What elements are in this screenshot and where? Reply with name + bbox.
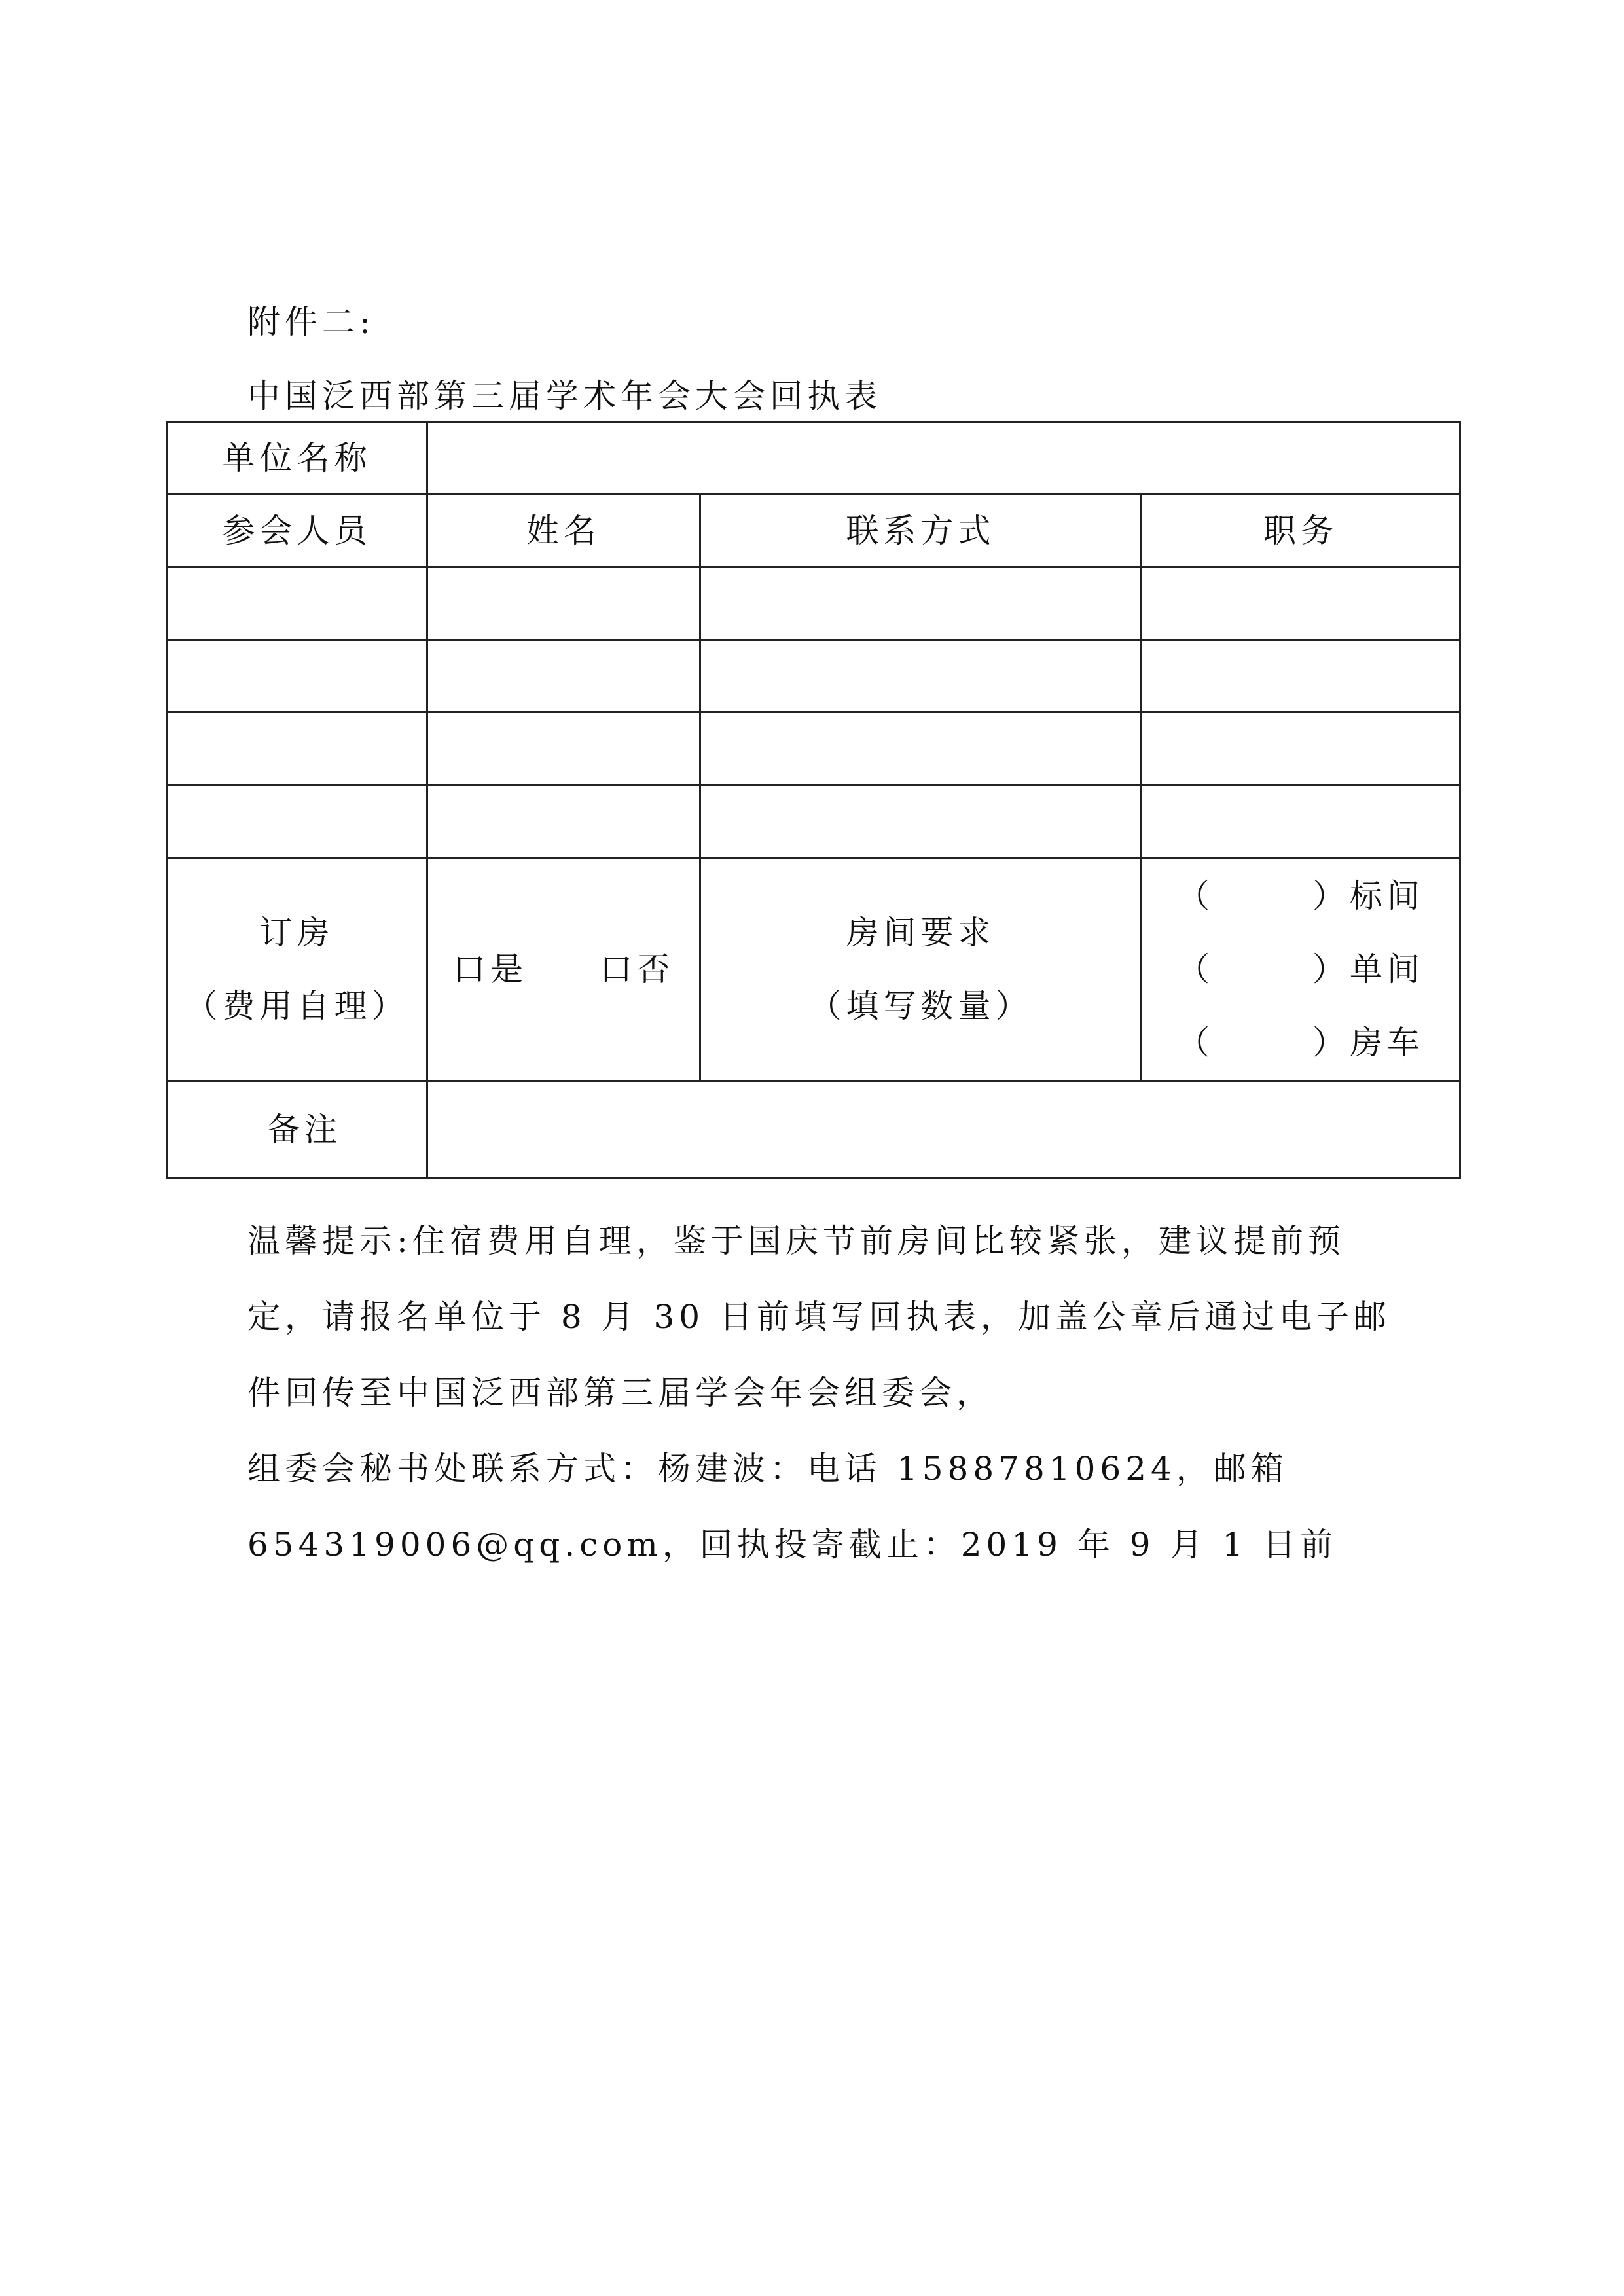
room-requirement-label [700, 858, 1142, 1081]
attendee-header-row [167, 495, 1460, 567]
booking-row [167, 858, 1460, 1081]
unit-name-field[interactable] [427, 422, 1460, 495]
attendees-label: 参会人员 [167, 495, 427, 567]
attendee-cell[interactable] [167, 640, 427, 713]
booking-label-line1: 订房 [259, 914, 334, 952]
room-requirement-line2: （填写数量） [808, 987, 1033, 1025]
booking-label [167, 858, 427, 1081]
attendee-row [167, 713, 1460, 785]
column-header-position: 职务 [1142, 495, 1460, 567]
attendee-row [167, 567, 1460, 640]
unit-name-row [167, 422, 1460, 495]
attendee-contact-cell[interactable] [700, 640, 1142, 713]
attendee-position-cell[interactable] [1142, 640, 1460, 713]
attendee-contact-cell[interactable] [700, 785, 1142, 858]
attendee-cell[interactable] [167, 567, 427, 640]
attendee-position-cell[interactable] [1142, 713, 1460, 785]
attendee-name-cell[interactable] [427, 567, 700, 640]
notes-section [247, 1203, 1399, 1583]
form-title: 中国泛西部第三届学术年会大会回执表 [247, 377, 882, 415]
notes-deadline-line: 654319006@qq.com，回执投寄截止：2019 年 9 月 1 日前 [247, 1526, 1338, 1564]
attendee-name-cell[interactable] [427, 640, 700, 713]
attendee-name-cell[interactable] [427, 785, 700, 858]
booking-no-checkbox[interactable]: 口否 [600, 950, 674, 988]
attendee-cell[interactable] [167, 785, 427, 858]
attendee-position-cell[interactable] [1142, 567, 1460, 640]
notes-contact-line: 组委会秘书处联系方式：杨建波：电话 15887810624，邮箱 [247, 1450, 1288, 1488]
notes-line: 件回传至中国泛西部第三届学会年会组委会， [247, 1374, 994, 1412]
room-option-single[interactable]: （ ）单间 [1177, 950, 1424, 988]
notes-line: 温馨提示:住宿费用自理，鉴于国庆节前房间比较紧张，建议提前预 [247, 1222, 1345, 1260]
attendee-name-cell[interactable] [427, 713, 700, 785]
remarks-field[interactable] [427, 1081, 1460, 1179]
attendee-position-cell[interactable] [1142, 785, 1460, 858]
attendee-row [167, 785, 1460, 858]
attendee-contact-cell[interactable] [700, 713, 1142, 785]
room-option-standard[interactable]: （ ）标间 [1177, 877, 1424, 915]
unit-name-label: 单位名称 [167, 422, 427, 495]
notes-line: 定，请报名单位于 8 月 30 日前填写回执表，加盖公章后通过电子邮 [247, 1298, 1392, 1336]
booking-label-line2: （费用自理） [185, 987, 409, 1025]
attendee-cell[interactable] [167, 713, 427, 785]
column-header-name: 姓名 [427, 495, 700, 567]
attachment-label: 附件二: [247, 303, 375, 341]
attendee-row [167, 640, 1460, 713]
room-option-rv[interactable]: （ ）房车 [1177, 1024, 1424, 1062]
booking-choice [427, 858, 700, 1081]
room-options [1142, 858, 1460, 1081]
column-header-contact: 联系方式 [700, 495, 1142, 567]
registration-form-table [166, 421, 1461, 1179]
remarks-label: 备注 [167, 1081, 427, 1179]
remarks-row [167, 1081, 1460, 1179]
attendee-contact-cell[interactable] [700, 567, 1142, 640]
room-requirement-line1: 房间要求 [846, 914, 996, 952]
booking-yes-checkbox[interactable]: 口是 [453, 950, 528, 988]
